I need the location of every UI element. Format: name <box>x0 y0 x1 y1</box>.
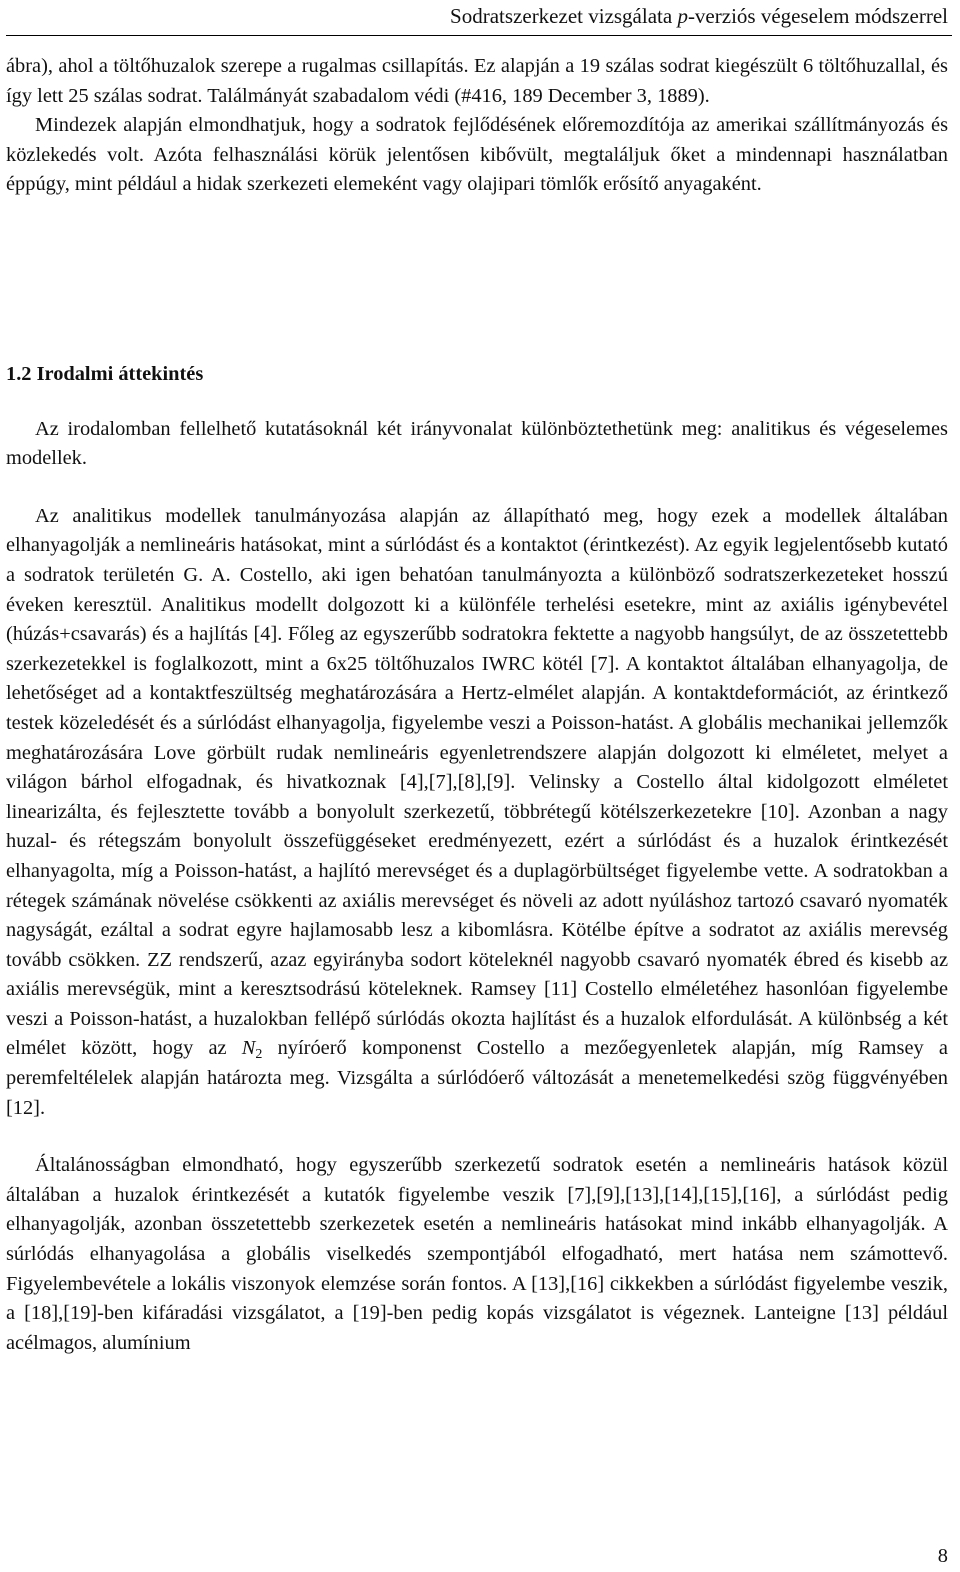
header-rule <box>6 35 952 36</box>
running-header <box>450 2 948 30</box>
symbol-n-subscript: 2 <box>255 1047 263 1063</box>
paragraph-directions: Az irodalomban fellelhető kutatásoknál két irányvonalat különböztethetünk meg: analitikus és végeselemes modellek. <box>6 417 948 470</box>
paragraph-general: Általánosságban elmondható, hogy egyszerűbb szerkezetű sodratok esetén a nemlineáris hatások közül általában a huzalok érintkezését a kutatók figyelembe veszik [7],[9],[13],[14],[15],[16], a súrlódást pedig elhanyagolják, azonban összetettebb szerkezetek esetén a nemlineáris hatásokat mind inkább elhanyagolják. A súrlódás elhanyagolása a globális viselkedés szempontjából elfogadható, mert hatása nem számottevő. Figyelembevétele a lokális viszonyok elemzése során fontos. A [13],[16] cikkekben a súrlódást figyelembe veszik, a [18],[19]-ben kifáradási vizsgálatot, a [19]-ben pedig kopás vizsgálatot is végeznek. Lanteigne [13] például acélmagos, alumínium <box>6 1154 948 1354</box>
paragraph-analytic-models <box>6 502 948 1123</box>
paragraph-analytic-models-part2: nyíróerő komponenst Costello a mezőegyenletek alapján, míg Ramsey a peremfeltélelek alapján határozta meg. Vizsgálta a súrlódóerő változását a menetemelkedési szög függvényében [12]. <box>6 1037 948 1119</box>
paragraph-analytic-models-part1: Az analitikus modellek tanulmányozása alapján az állapítható meg, hogy ezek a modellek általában elhanyagolják a nemlineáris hatásokat, mint a súrlódást és a kontaktot (érintkezést). Az egyik legjelentősebb kutató a sodratok területén G. A. Costello, aki igen behatóan tanulmányozta a különböző sodratszerkezeteket hosszú éveken keresztül. Analitikus modellt dolgozott ki a különféle terhelési esetekre, mint az axiális igénybevétel (húzás+csavarás) és a hajlítás [4]. Főleg az egyszerűbb sodratokra fektette a nagyobb hangsúlyt, de az összetettebb szerkezetekkel is foglalkozott, mint a 6x25 töltőhuzalos IWRC kötél [7]. A kontaktot általában elhanyagolja, de lehetőséget ad a kontaktfeszültség meghatározására a Hertz-elmélet alapján. A kontaktdeformációt, az érintkező testek közeledését és a súrlódást elhanyagolja, figyelembe veszi a Poisson-hatást. A globális mechanikai jellemzők meghatározására Love görbült rudak nemlineáris egyenletrendszere alapján dolgozott ki elméletet, melyet a világon bárhol elfogadnak, és hivatkoznak [4],[7],[8],[9]. Velinsky a Costello által kidolgozott elméletet linearizálta, és fejlesztette tovább a bonyolult szerkezetű, többrétegű kötélszerkezetekre [10]. Azonban a nagy huzal- és rétegszám bonyolult összefüggéseket eredményezett, ezért a súrlódást és a huzalok érintkezését elhanyagolta, míg a Poisson-hatást, a hajlító merevséget és a duplagörbültséget figyelembe vette. A sodratokban a rétegek számának növelése csökkenti az axiális merevséget és növeli az adott nyúláshoz tartozó csavaró nyomaték nagyságát, ezáltal a sodrat egyre hajlamosabb lesz a kibomlásra. Kötélbe építve a sodratot az axiális merevség tovább csökken. ZZ rendszerű, azaz egyirányba sodort köteleknél nagyobb csavaró nyomaték ébred és kisebb az axiális merevségük, mint a keresztsodrású köteleknek. Ramsey [11] Costello elméletéhez hasonlóan figyelembe veszi a Poisson-hatást, a huzalokban fellépő súrlódás okozta hajlítást és a huzalok elfordulását. A különbség a két elmélet között, hogy az <box>6 504 948 1060</box>
header-title-suffix: -verziós végeselem módszerrel <box>687 4 948 28</box>
page-number: 8 <box>937 1545 948 1567</box>
symbol-n: N <box>241 1037 256 1060</box>
header-title-italic: p <box>677 4 688 28</box>
intro-text-block <box>6 52 948 200</box>
section-literature-review <box>6 360 948 1358</box>
section-heading: 1.2 Irodalmi áttekintés <box>6 363 204 385</box>
paragraph-mindezek: Mindezek alapján elmondhatjuk, hogy a sodratok fejlődésének előremozdítója az amerikai szállítmányozás és közlekedés volt. Azóta felhasználási körük jelentősen kibővült, megtaláljuk őket a mindennapi használatban éppúgy, mint például a hidak szerkezeti elemeként vagy olajipari tömlők erősítő anyagaként. <box>6 114 948 196</box>
paragraph-continuation: ábra), ahol a töltőhuzalok szerepe a rugalmas csillapítás. Ez alapján a 19 szálas sodrat kiegészült 6 töltőhuzallal, és így lett 25 szálas sodrat. Találmányát szabadalom védi (#416, 189 December 3, 1889). <box>6 55 948 107</box>
header-title-prefix: Sodratszerkezet vizsgálata <box>450 4 678 28</box>
